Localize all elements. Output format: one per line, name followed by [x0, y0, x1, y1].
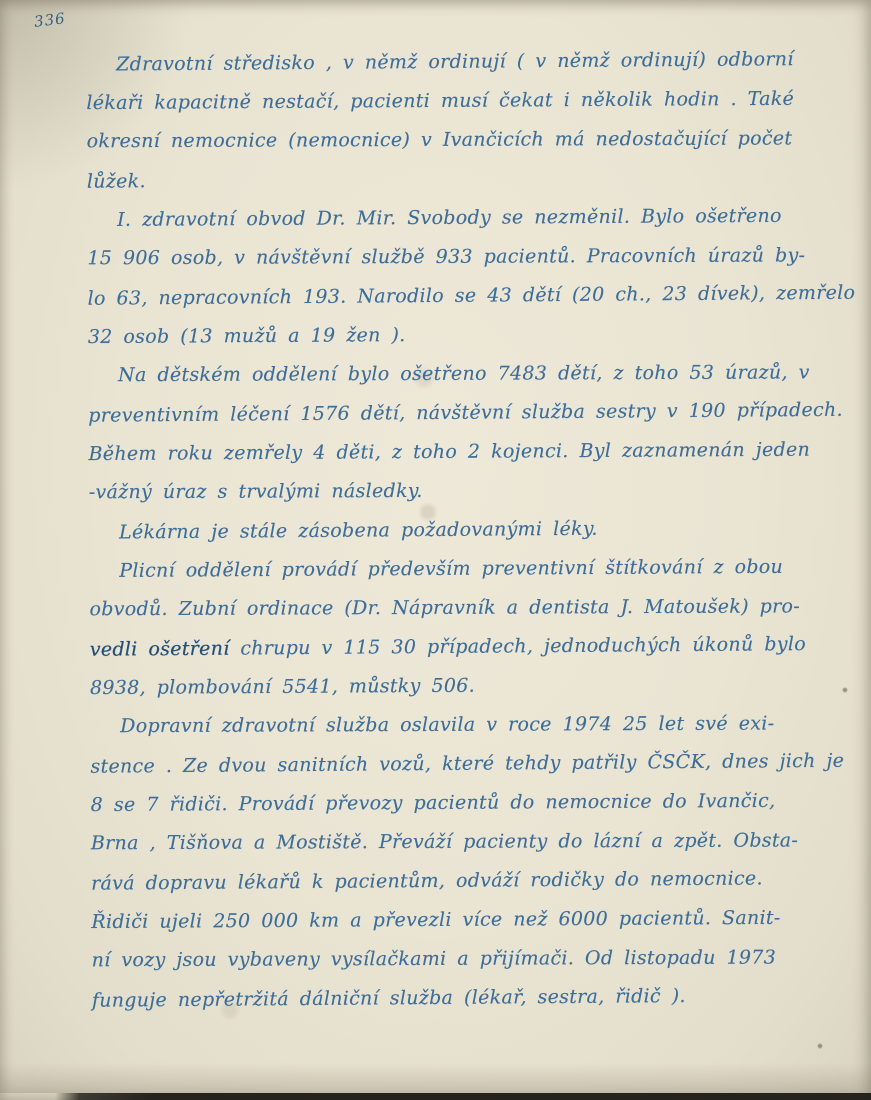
- handwritten-line: Na dětském oddělení bylo ošetřeno 7483 dětí, z toho 53 úrazů, v: [117, 361, 810, 387]
- handwritten-line: obvodů. Zubní ordinace (Dr. Nápravník a dentista J. Matoušek) pro-: [89, 595, 800, 621]
- handwritten-line: lo 63, nepracovních 193. Narodilo se 43 dětí (20 ch., 23 dívek), zemřelo: [87, 281, 856, 310]
- handwritten-line: lůžek.: [86, 170, 146, 193]
- handwritten-line: 8938, plombování 5541, můstky 506.: [89, 674, 476, 699]
- handwritten-line: Zdravotní středisko , v němž ordinují ( v němž ordinují) odborní: [116, 48, 794, 76]
- handwritten-line: ní vozy jsou vybaveny vysílačkami a přijímači. Od listopadu 1973: [91, 946, 777, 972]
- scan-edge-strip: [55, 1093, 871, 1100]
- handwritten-line: -vážný úraz s trvalými následky.: [88, 479, 423, 504]
- handwritten-line: 8 se 7 řidiči. Provádí převozy pacientů do nemocnice do Ivančic,: [90, 789, 776, 816]
- handwritten-line: Během roku zemřely 4 děti, z toho 2 kojenci. Byl zaznamenán jeden: [88, 438, 811, 465]
- handwritten-text: [86, 40, 856, 1020]
- handwritten-line: rává dopravu lékařů k pacientům, odváží rodičky do nemocnice.: [91, 867, 763, 895]
- handwritten-line: Brna , Tišňova a Mostiště. Převáží pacienty do lázní a zpět. Obsta-: [90, 829, 799, 855]
- handwritten-line: lékaři kapacitně nestačí, pacienti musí čekat i několik hodin . Také: [86, 87, 795, 114]
- ink-correction: vedli ošetření: [89, 637, 230, 661]
- handwritten-line: I. zdravotní obvod Dr. Mir. Svobody se nezměnil. Bylo ošetřeno: [117, 204, 782, 231]
- handwritten-line: preventivním léčení 1576 dětí, návštěvní služba sestry v 190 případech.: [88, 398, 843, 427]
- handwritten-line: vedli ošetření chrupu v 115 30 případech, jednoduchých úkonů bylo: [89, 633, 806, 661]
- handwritten-line: Lékárna je stále zásobena požadovanými léky.: [118, 517, 598, 544]
- paper-bottom-shadow: [0, 1063, 871, 1093]
- handwritten-line: Řidiči ujeli 250 000 km a převezli více než 6000 pacientů. Sanit-: [91, 906, 781, 933]
- handwritten-line: Dopravní zdravotní služba oslavila v roce 1974 25 let své exi-: [120, 712, 775, 738]
- handwritten-line: okresní nemocnice (nemocnice) v Ivančicích má nedostačující počet: [86, 127, 793, 153]
- page-number: 336: [33, 9, 67, 31]
- handwritten-line: funguje nepřetržitá dálniční služba (lékař, sestra, řidič ).: [91, 984, 686, 1012]
- handwritten-line: Plicní oddělení provádí především preventivní štítkování z obou: [119, 555, 784, 582]
- handwritten-line: 15 906 osob, v návštěvní službě 933 pacientů. Pracovních úrazů by-: [87, 244, 806, 270]
- handwritten-line: 32 osob (13 mužů a 19 žen ).: [87, 324, 406, 348]
- handwritten-line: stence . Ze dvou sanitních vozů, které tehdy patřily ČSČK, dnes jich je: [90, 749, 845, 778]
